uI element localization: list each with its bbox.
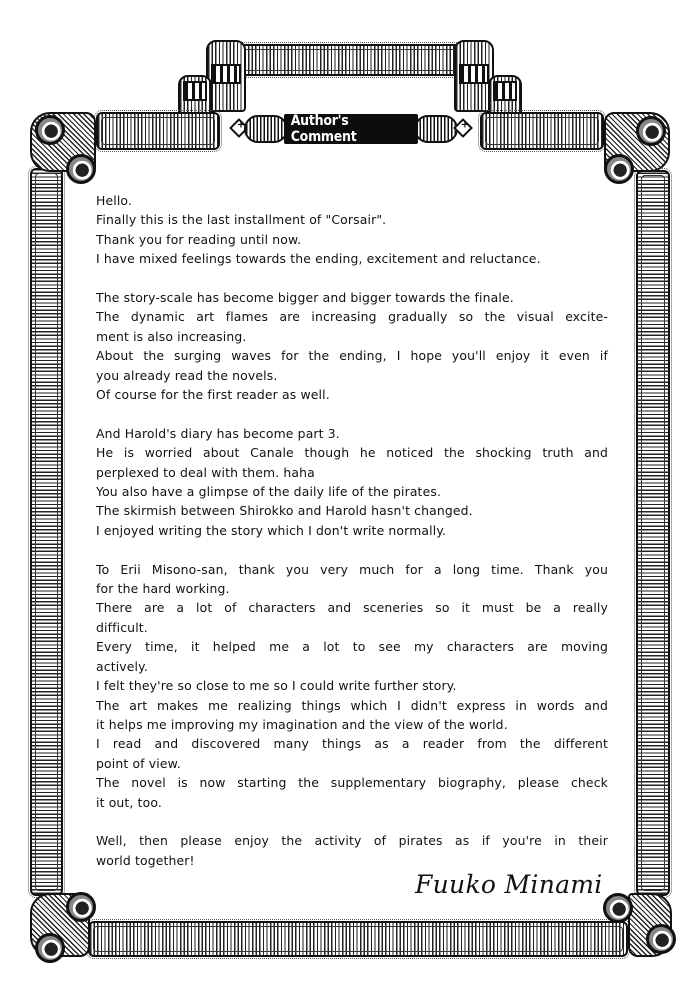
comment-line: it out, too. — [96, 794, 162, 810]
comment-line: for the hard working. — [96, 581, 230, 597]
title-plaque — [238, 112, 464, 146]
scroll-curl-icon — [604, 154, 634, 184]
comment-line: I read and discovered many things as a reader from the different — [96, 736, 608, 752]
comment-line: Hello. — [96, 193, 133, 208]
comment-line: To Erii Misono-san, thank you very much for a long time. Thank you — [96, 561, 608, 577]
comment-line: The art makes me realizing things which I didn't express in words and — [96, 697, 608, 713]
comment-line: ment is also increasing. — [96, 328, 247, 344]
comment-line: About the surging waves for the ending, I hope you'll enjoy it even if — [96, 348, 608, 364]
top-border-ribbon-left — [96, 112, 220, 150]
left-border-ribbon — [30, 168, 63, 896]
right-border-ribbon — [636, 170, 670, 896]
comment-line: Every time, it helped me a lot to see my characters are moving — [96, 639, 608, 655]
comment-paragraph — [96, 288, 608, 404]
author-comment-body — [96, 191, 608, 890]
comment-line: The dynamic art flames are increasing gradually so the visual excite- — [96, 309, 608, 325]
comment-line: you already read the novels. — [96, 367, 278, 383]
comment-line: And Harold's diary has become part 3. — [96, 425, 340, 441]
comment-line: point of view. — [96, 755, 181, 771]
page-title: Author's Comment — [290, 113, 357, 145]
comment-line: Thank you for reading until now. — [96, 231, 302, 247]
comment-line: The story-scale has become bigger and bigger towards the finale. — [96, 290, 514, 306]
scroll-curl-icon — [35, 115, 65, 145]
comment-line: world together! — [96, 852, 195, 868]
comment-line: perplexed to deal with them. haha — [96, 464, 315, 480]
scroll-curl-icon — [35, 933, 65, 963]
comment-line: Finally this is the last installment of "Corsair". — [96, 212, 387, 228]
scroll-ornament-right — [414, 115, 458, 143]
comment-paragraph — [96, 191, 608, 269]
comment-line: You also have a glimpse of the daily life of the pirates. — [96, 484, 442, 500]
comment-paragraph — [96, 560, 608, 812]
scroll-curl-icon — [603, 893, 633, 923]
author-signature: Fuuko Minami — [415, 870, 603, 899]
comment-line: There are a lot of characters and sceneries so it must be a really — [96, 600, 608, 616]
comment-line: The skirmish between Shirokko and Harold hasn't changed. — [96, 503, 473, 519]
top-scroll-banner — [228, 44, 472, 76]
comment-line: The novel is now starting the supplementary biography, please check — [96, 775, 608, 791]
scroll-curl-icon — [636, 116, 666, 146]
scroll-curl-icon — [646, 924, 676, 954]
bottom-border-ribbon — [88, 921, 628, 957]
comment-paragraph — [96, 424, 608, 540]
comment-line: it helps me improving my imagination and the view of the world. — [96, 716, 508, 732]
comment-line: Well, then please enjoy the activity of pirates as if you're in their — [96, 833, 608, 849]
comment-line: actively. — [96, 658, 148, 674]
comment-line: I enjoyed writing the story which I don't write normally. — [96, 522, 447, 538]
scroll-ornament-left — [244, 115, 288, 143]
comment-line: He is worried about Canale though he noticed the shocking truth and — [96, 445, 608, 461]
comment-paragraph — [96, 831, 608, 870]
scroll-curl-icon — [66, 154, 96, 184]
title-banner — [284, 114, 418, 144]
comment-line: I felt they're so close to me so I could write further story. — [96, 678, 457, 694]
top-border-ribbon-right — [480, 112, 604, 150]
comment-line: difficult. — [96, 619, 148, 635]
scroll-curl-icon — [66, 892, 96, 922]
comment-line: I have mixed feelings towards the ending, excitement and reluctance. — [96, 251, 541, 267]
banner-scroll-end-left — [206, 40, 246, 112]
comment-line: Of course for the first reader as well. — [96, 387, 330, 403]
